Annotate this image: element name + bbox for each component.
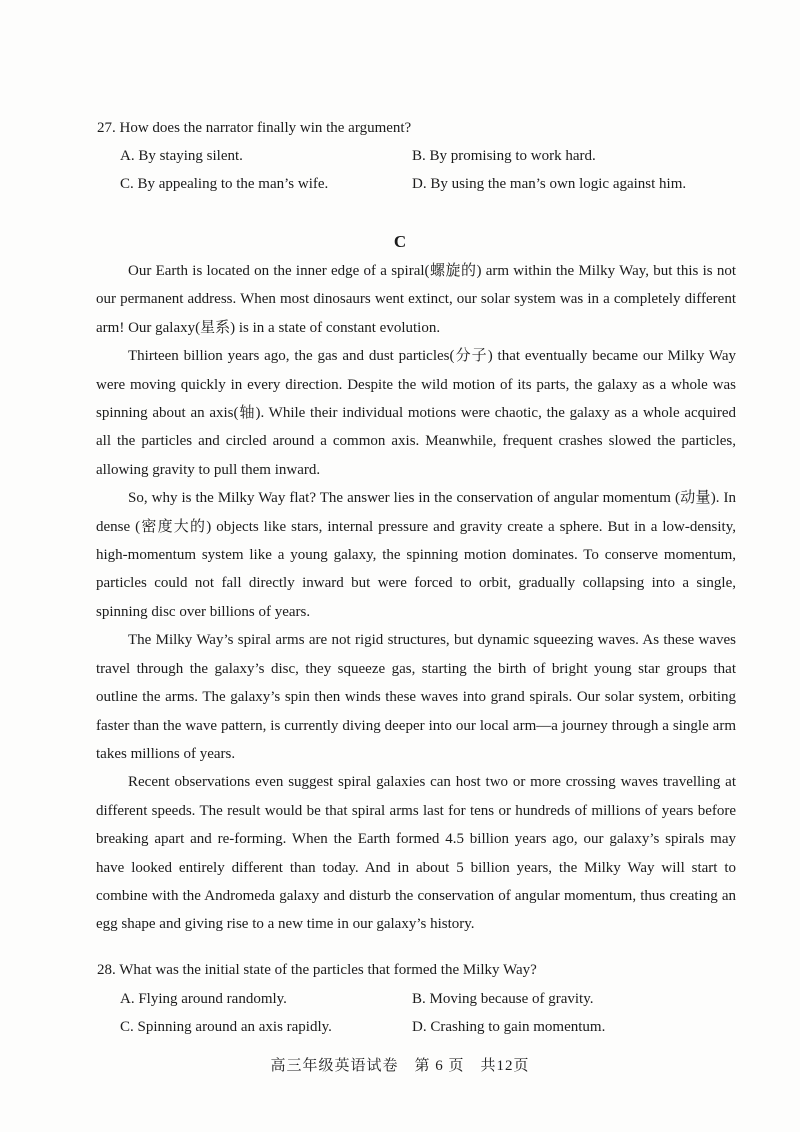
passage-paragraph-4: The Milky Way’s spiral arms are not rigid structures, but dynamic squeezing waves. As these waves travel through the galaxy’s disc, they squeeze gas, starting the birth of bright young star groups that outline the arms. The galaxy’s spin then winds these waves into grand spirals. Our solar system, orbiting faster than the wave pattern, is currently diving deeper into our local arm—a journey through a single arm takes millions of years. [96, 632, 736, 762]
question-28-option-d: D. Crashing to gain momentum. [412, 1019, 606, 1035]
question-27-stem: 27. How does the narrator finally win the argument? [97, 120, 412, 136]
page-footer: 高三年级英语试卷 第 6 页 共12页 [270, 1058, 530, 1074]
question-27-option-d: D. By using the man’s own logic against him. [412, 176, 687, 192]
question-28-option-c: C. Spinning around an axis rapidly. [120, 1019, 332, 1035]
reading-passage [96, 257, 736, 939]
passage-paragraph-2: Thirteen billion years ago, the gas and dust particles(分子) that eventually became our Milky Way were moving quickly in every direction. Despite the wild motion of its parts, the galaxy as a whole was spinning about an axis(轴). While their individual motions were chaotic, the galaxy as a whole acquired all the particles and circled around a common axis. Meanwhile, frequent crashes slowed the particles, allowing gravity to pull them inward. [96, 348, 736, 478]
question-28-option-a: A. Flying around randomly. [120, 991, 287, 1007]
question-28-stem: 28. What was the initial state of the particles that formed the Milky Way? [97, 962, 537, 978]
question-27-option-c: C. By appealing to the man’s wife. [120, 176, 329, 192]
passage-paragraph-5: Recent observations even suggest spiral galaxies can host two or more crossing waves travelling at different speeds. The result would be that spiral arms last for tens or hundreds of millions of years before breaking apart and re-forming. When the Earth formed 4.5 billion years ago, our galaxy’s spirals may have looked entirely different than today. And in about 5 billion years, the Milky Way will start to combine with the Andromeda galaxy and disturb the conservation of angular momentum, thus creating an egg shape and giving rise to a new time in our galaxy’s history. [96, 774, 736, 933]
question-27-option-b: B. By promising to work hard. [412, 148, 596, 164]
passage-paragraph-1: Our Earth is located on the inner edge of a spiral(螺旋的) arm within the Milky Way, but this is not our permanent address. When most dinosaurs went extinct, our solar system was in a completely different arm! Our galaxy(星系) is in a state of constant evolution. [96, 263, 736, 336]
passage-paragraph-3: So, why is the Milky Way flat? The answer lies in the conservation of angular momentum (动量). In dense (密度大的) objects like stars, internal pressure and gravity create a sphere. But in a low-density, high-momentum system like a young galaxy, the spinning motion dominates. To conserve momentum, particles could not fall directly inward but were forced to orbit, gradually collapsing into a single, spinning disc over billions of years. [96, 490, 736, 620]
section-label: C [393, 232, 407, 251]
question-28-option-b: B. Moving because of gravity. [412, 991, 594, 1007]
question-27-option-a: A. By staying silent. [120, 148, 243, 164]
